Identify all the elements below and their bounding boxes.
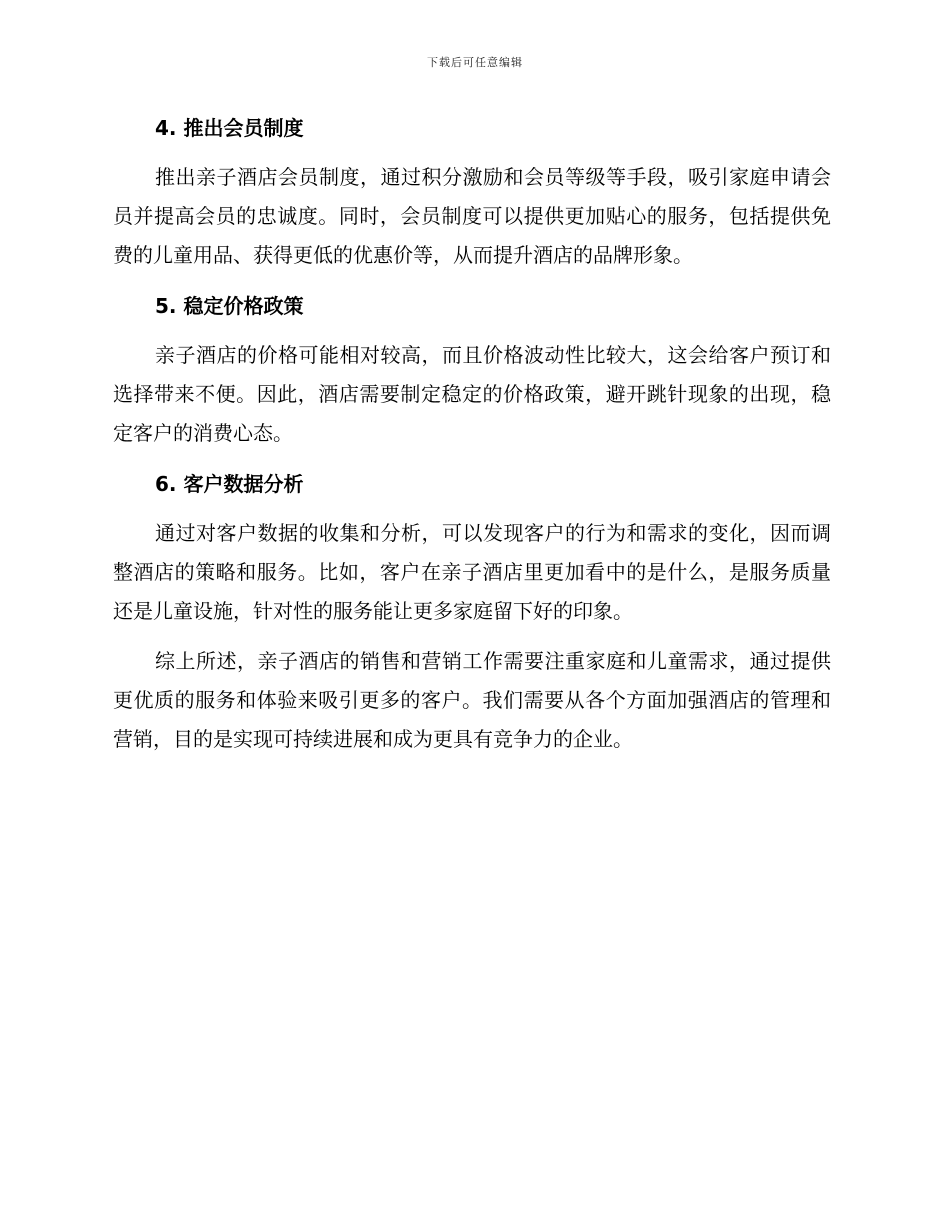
document-body	[113, 108, 831, 770]
section-paragraph-data-analysis: 通过对客户数据的收集和分析，可以发现客户的行为和需求的变化，因而调整酒店的策略和服务。比如，客户在亲子酒店里更加看中的是什么，是服务质量还是儿童设施，针对性的服务能让更多家庭留下好的印象。	[113, 521, 831, 623]
section-heading-pricing: 5. 稳定价格政策	[155, 294, 304, 318]
section-paragraph-membership: 推出亲子酒店会员制度，通过积分激励和会员等级等手段，吸引家庭申请会员并提高会员的忠诚度。同时，会员制度可以提供更加贴心的服务，包括提供免费的儿童用品、获得更低的优惠价等，从而提升酒店的品牌形象。	[113, 165, 831, 267]
page-header: 下载后可任意编辑	[427, 56, 523, 69]
section-paragraph-pricing: 亲子酒店的价格可能相对较高，而且价格波动性比较大，这会给客户预订和选择带来不便。因此，酒店需要制定稳定的价格政策，避开跳针现象的出现，稳定客户的消费心态。	[113, 343, 831, 445]
section-heading-data-analysis: 6. 客户数据分析	[155, 472, 304, 496]
conclusion-paragraph: 综上所述，亲子酒店的销售和营销工作需要注重家庭和儿童需求，通过提供更优质的服务和体验来吸引更多的客户。我们需要从各个方面加强酒店的管理和营销，目的是实现可持续进展和成为更具有竞争力的企业。	[113, 649, 831, 751]
section-heading-membership: 4. 推出会员制度	[155, 116, 304, 140]
